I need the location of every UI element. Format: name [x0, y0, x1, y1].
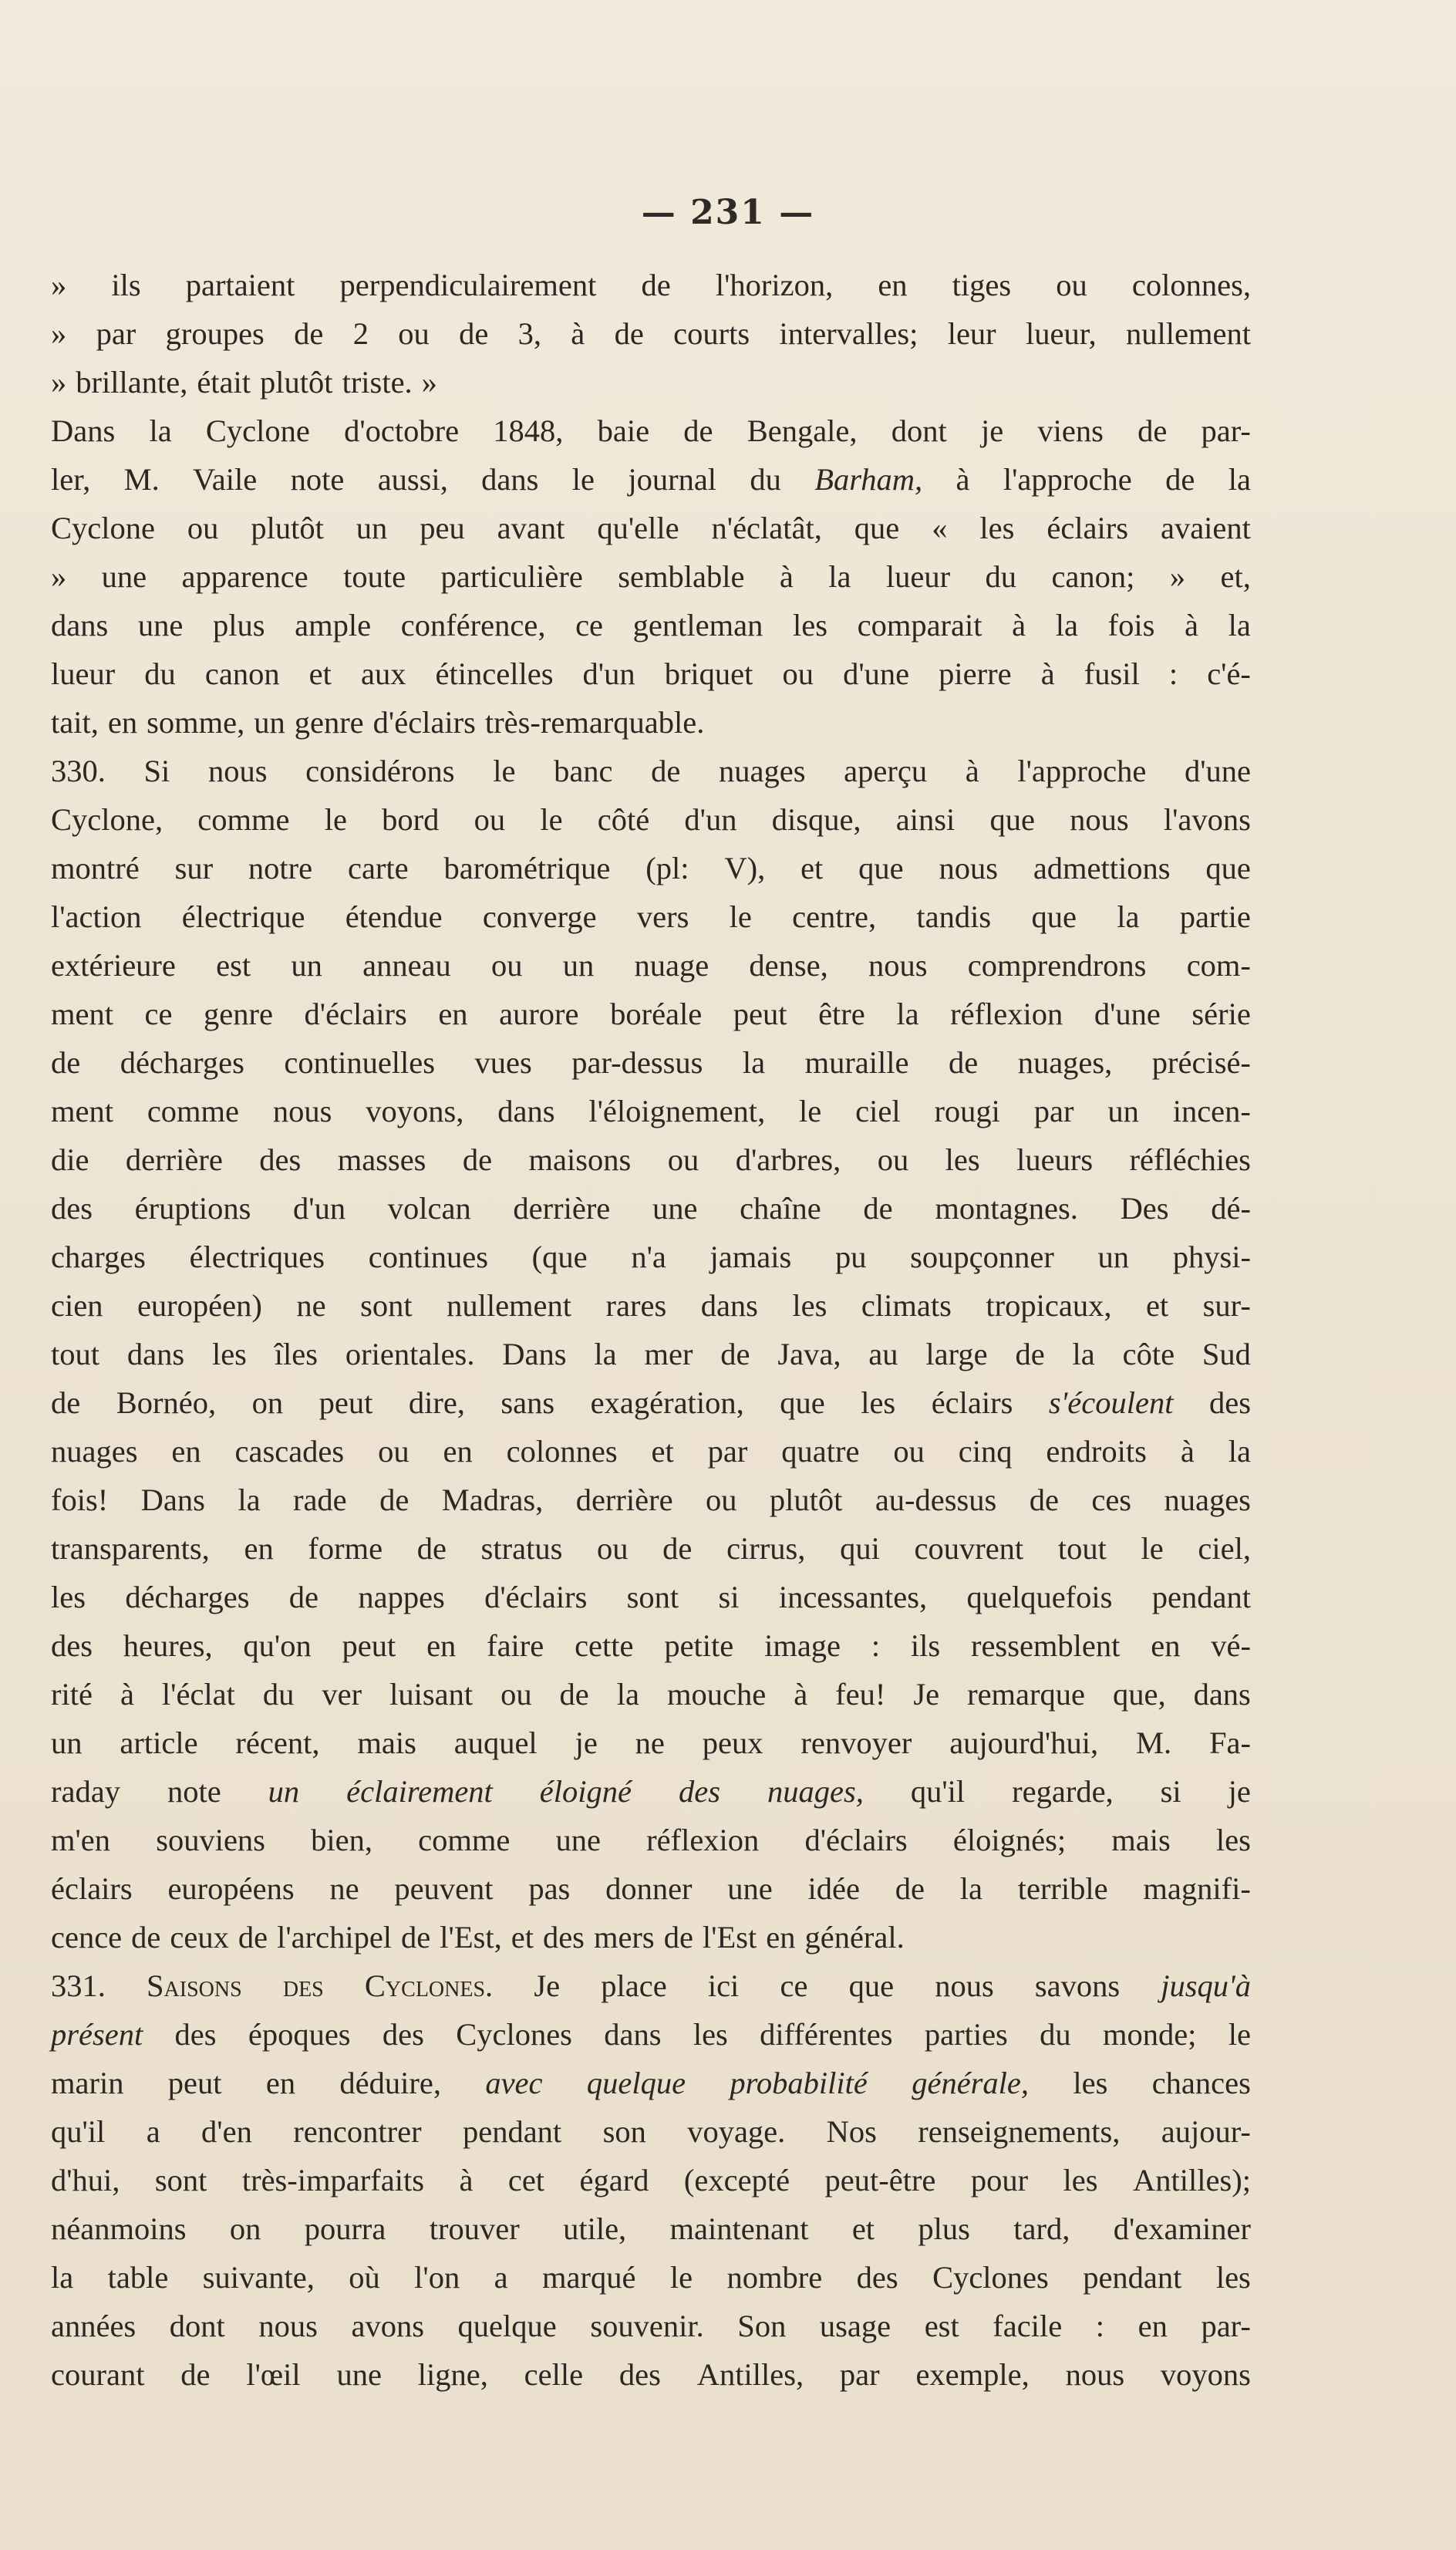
text-line: dans une plus ample conférence, ce gentleman les comparait à la fois à la — [51, 608, 1251, 643]
text-line: charges électriques continues (que n'a jamais pu soupçonner un physi- — [51, 1240, 1251, 1274]
text-line: » ils partaient perpendiculairement de l'horizon, en tiges ou colonnes, — [51, 268, 1251, 302]
text-line: des éruptions d'un volcan derrière une chaîne de montagnes. Des dé- — [51, 1191, 1251, 1226]
text-line: fois! Dans la rade de Madras, derrière ou plutôt au-dessus de ces nuages — [51, 1482, 1251, 1517]
text-line: cien européen) ne sont nullement rares dans les climats tropicaux, et sur- — [51, 1288, 1251, 1323]
text-line: la table suivante, où l'on a marqué le nombre des Cyclones pendant les — [51, 2260, 1251, 2295]
text-line: montré sur notre carte barométrique (pl: V), et que nous admettions que — [51, 851, 1251, 885]
text-line: l'action électrique étendue converge vers le centre, tandis que la partie — [51, 899, 1251, 934]
text-line: d'hui, sont très-imparfaits à cet égard (excepté peut-être pour les Antilles); — [51, 2163, 1251, 2198]
text-line: Dans la Cyclone d'octobre 1848, baie de Bengale, dont je viens de par- — [51, 413, 1251, 448]
text-line: transparents, en forme de stratus ou de cirrus, qui couvrent tout le ciel, — [51, 1531, 1251, 1566]
text-line: » par groupes de 2 ou de 3, à de courts intervalles; leur lueur, nullement — [51, 316, 1251, 351]
text-line: courant de l'œil une ligne, celle des Antilles, par exemple, nous voyons — [51, 2357, 1251, 2392]
text-line: ment ce genre d'éclairs en aurore boréale peut être la réflexion d'une série — [51, 997, 1251, 1031]
text-line: ment comme nous voyons, dans l'éloignement, le ciel rougi par un incen- — [51, 1094, 1251, 1128]
text-line: m'en souviens bien, comme une réflexion d'éclairs éloignés; mais les — [51, 1823, 1251, 1857]
text-line: Cyclone, comme le bord ou le côté d'un disque, ainsi que nous l'avons — [51, 802, 1251, 837]
text-line: éclairs européens ne peuvent pas donner une idée de la terrible magnifi- — [51, 1871, 1251, 1906]
text-line: présent des époques des Cyclones dans les différentes parties du monde; le — [51, 2017, 1251, 2052]
text-line: lueur du canon et aux étincelles d'un briquet ou d'une pierre à fusil : c'é- — [51, 656, 1251, 691]
text-line: marin peut en déduire, avec quelque probabilité générale, les chances — [51, 2066, 1251, 2100]
text-line: raday note un éclairement éloigné des nuages, qu'il regarde, si je — [51, 1774, 1251, 1809]
text-line: 330. Si nous considérons le banc de nuages aperçu à l'approche d'une — [51, 754, 1251, 788]
text-line: » brillante, était plutôt triste. » — [51, 365, 437, 400]
text-line: Cyclone ou plutôt un peu avant qu'elle n'éclatât, que « les éclairs avaient — [51, 511, 1251, 545]
text-line: nuages en cascades ou en colonnes et par quatre ou cinq endroits à la — [51, 1434, 1251, 1469]
text-line: rité à l'éclat du ver luisant ou de la mouche à feu! Je remarque que, dans — [51, 1677, 1251, 1712]
text-line: tout dans les îles orientales. Dans la mer de Java, au large de la côte Sud — [51, 1337, 1251, 1371]
text-line: » une apparence toute particulière semblable à la lueur du canon; » et, — [51, 559, 1251, 594]
text-line: années dont nous avons quelque souvenir. Son usage est facile : en par- — [51, 2309, 1251, 2343]
text-line: de Bornéo, on peut dire, sans exagération, que les éclairs s'écoulent des — [51, 1385, 1251, 1420]
page-number: — 231 — — [641, 193, 815, 232]
text-line: cence de ceux de l'archipel de l'Est, et des mers de l'Est en général. — [51, 1920, 905, 1955]
text-line: tait, en somme, un genre d'éclairs très-remarquable. — [51, 705, 705, 740]
text-line: die derrière des masses de maisons ou d'arbres, ou les lueurs réfléchies — [51, 1142, 1251, 1177]
text-line: ler, M. Vaile note aussi, dans le journal du Barham, à l'approche de la — [51, 462, 1251, 497]
text-line: qu'il a d'en rencontrer pendant son voyage. Nos renseignements, aujour- — [51, 2114, 1251, 2149]
text-line: un article récent, mais auquel je ne peux renvoyer aujourd'hui, M. Fa- — [51, 1725, 1251, 1760]
text-line: 331. Saisons des Cyclones. Je place ici ce que nous savons jusqu'à — [51, 1968, 1251, 2003]
text-line: les décharges de nappes d'éclairs sont si incessantes, quelquefois pendant — [51, 1580, 1251, 1614]
text-line: de décharges continuelles vues par-dessus la muraille de nuages, précisé- — [51, 1045, 1251, 1080]
text-line: extérieure est un anneau ou un nuage dense, nous comprendrons com- — [51, 948, 1251, 983]
text-line: des heures, qu'on peut en faire cette petite image : ils ressemblent en vé- — [51, 1628, 1251, 1663]
body-text — [51, 261, 1251, 2399]
text-line: néanmoins on pourra trouver utile, maintenant et plus tard, d'examiner — [51, 2211, 1251, 2246]
